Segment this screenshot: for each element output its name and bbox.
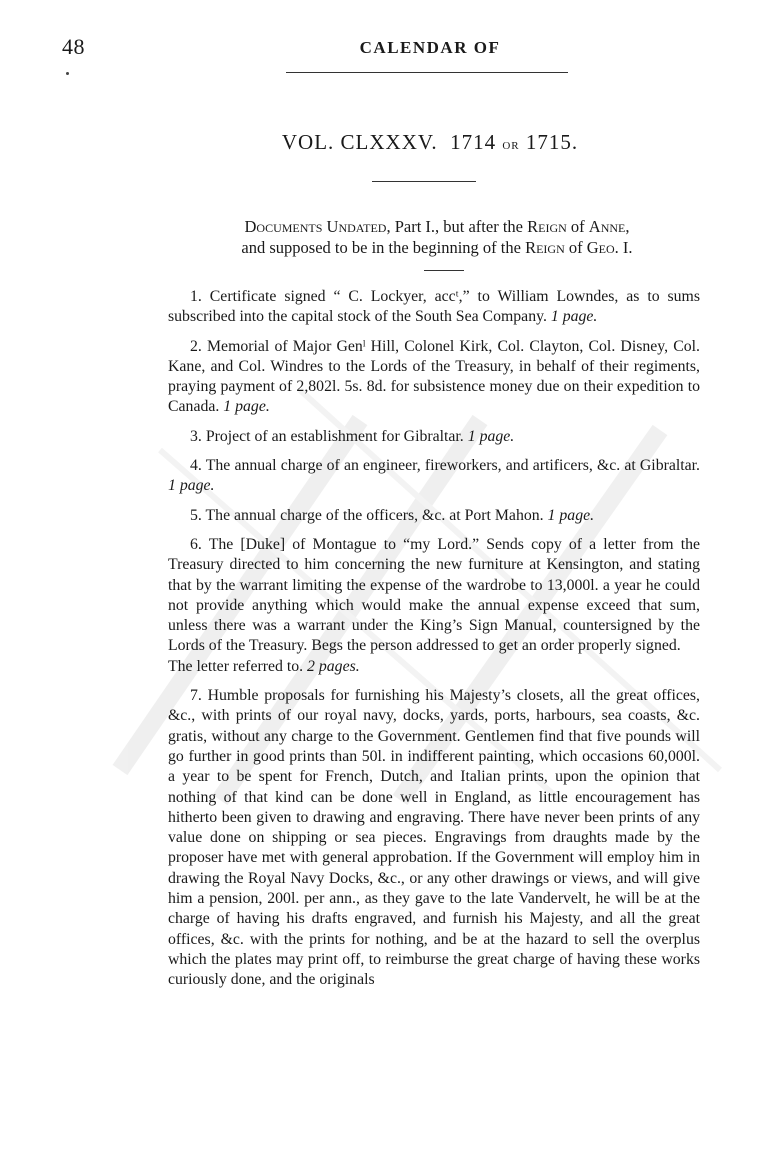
entry-pages: 2 pages. — [307, 657, 360, 675]
year-end: 1715. — [525, 130, 579, 154]
volume-title — [180, 130, 680, 155]
entry-text: Project of an establishment for Gibraltar. — [205, 427, 464, 445]
entry-2 — [168, 337, 700, 418]
subtitle-anne: Anne, — [588, 217, 630, 236]
entry-text: Certificate signed “ C. Lockyer, accᵗ,” to William Lowndes, as to sums subscribed into the capital stock of the South Sea Company. — [168, 288, 700, 326]
subtitle-geo: Geo. I. — [586, 238, 633, 257]
entry-list — [168, 287, 700, 1000]
entry-number: 3. — [190, 427, 202, 445]
entry-3 — [168, 427, 700, 447]
entry-text: The [Duke] of Montague to “my Lord.” Sends copy of a letter from the Treasury directed to him concerning the new furniture at Kensington, and stating that by the warrant limiting the expense of the wardrobe to 13,000l. a year he could not provide anything which would make the annual expense exceed that sum, unless there was a warrant under the King’s Sign Manual, countersigned by the Lords of the Treasury. Begs the person addressed to get an order properly signed. — [168, 535, 700, 655]
entry-text: Memorial of Major Genˡ Hill, Colonel Kirk, Col. Clayton, Col. Disney, Col. Kane, and Col. Windres to the Lords of the Treasury, in behalf of their regiments, praying payment of 2,802l. 5s. 8d. for subsistence money due on their expedition to Canada. — [168, 337, 701, 416]
title-rule — [372, 181, 476, 182]
page-number: 48 — [62, 34, 85, 59]
subtitle-part: , Part I., but after the — [386, 217, 523, 236]
entry-number: 1. — [190, 288, 202, 305]
entry-number: 5. — [190, 506, 202, 524]
entry-1 — [168, 287, 700, 328]
volume-label: VOL. CLXXXV. — [281, 130, 438, 154]
entry-pages: 1 page. — [550, 308, 598, 326]
margin-dot — [66, 72, 69, 75]
subtitle-reign-1: Reign — [527, 217, 567, 236]
entry-4 — [168, 456, 700, 497]
entry-text: Humble proposals for furnishing his Majesty’s closets, all the great offices, &c., with prints of our royal navy, docks, yards, ports, harbours, sea coasts, &c. gratis, without any charge to the Government. Gentlemen find that five pounds will go further in good prints than 50l. in indifferent painting, which occasions 60,000l. a year to be spent for French, Dutch, and Italian prints, upon the opinion that nothing of that kind can be done well in England, as little encouragement has hitherto been given to drawing and engraving. There have never been prints of any value done on shipping or sea pieces. Engravings from draughts made by the proposer have met with general approbation. If the Government will employ him in drawing the Royal Navy Docks, &c., or any other drawings or views, and will give him a pension, 200l. per ann., as they gave to the late Vandervelt, he will be at the charge of having his drafts engraved, and furnish his Majesty, and all the great offices, &c. with the prints for nothing, and be at the hazard to sell the overplus which the plates may print off, to reimburse the great charge of having these works curiously done, and the originals — [168, 687, 700, 989]
subtitle-undated: Undated — [326, 217, 387, 236]
entry-number: 2. — [190, 337, 202, 355]
entry-pages: 1 page. — [467, 427, 515, 445]
running-head: CALENDAR OF — [359, 38, 501, 57]
header-rule — [286, 72, 568, 73]
entry-pages: 1 page. — [223, 398, 270, 416]
subtitle-of-1: of — [570, 217, 585, 236]
entry-6 — [168, 535, 700, 677]
entry-number: 7. — [190, 687, 202, 705]
entry-continuation: The letter referred to. — [168, 657, 304, 675]
or-word: or — [502, 136, 520, 153]
entry-5 — [168, 506, 700, 526]
entry-7 — [168, 686, 700, 990]
subtitle-line2: and supposed to be in the beginning of the — [241, 238, 521, 257]
entry-pages: 1 page. — [547, 506, 595, 524]
entry-text: The annual charge of the officers, &c. at Port Mahon. — [205, 506, 544, 524]
subtitle-of-2: of — [568, 238, 583, 257]
entry-number: 6. — [190, 535, 202, 553]
year-start: 1714 — [450, 130, 497, 154]
subtitle-documents: Documents — [244, 217, 323, 236]
subtitle-rule — [424, 270, 464, 271]
section-subtitle — [178, 216, 696, 258]
entry-number: 4. — [190, 457, 202, 475]
entry-text: The annual charge of an engineer, fireworkers, and artificers, &c. at Gibraltar. — [205, 457, 700, 475]
subtitle-reign-2: Reign — [525, 238, 565, 257]
entry-pages: 1 page. — [168, 477, 215, 495]
